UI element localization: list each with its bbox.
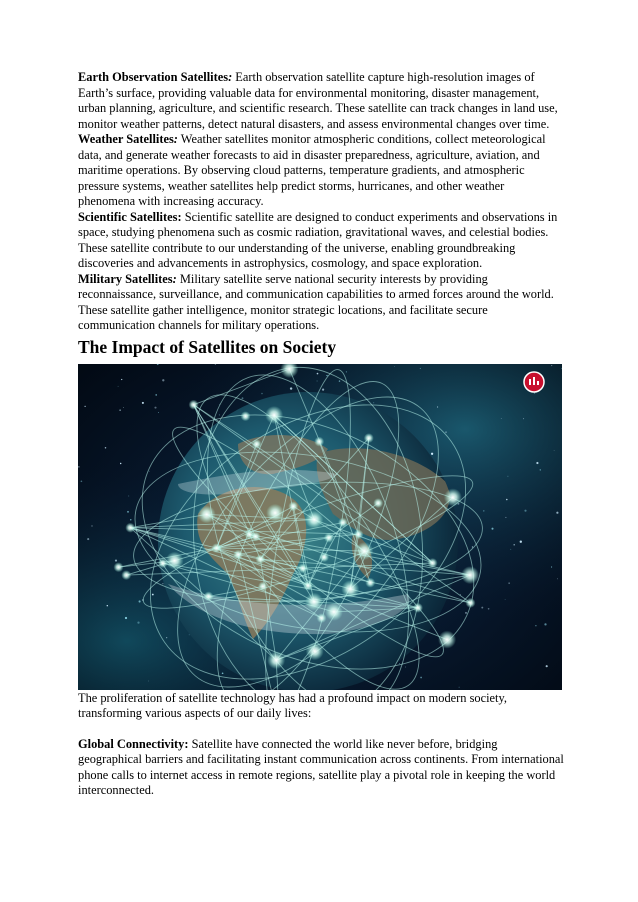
section-military — [78, 272, 564, 334]
section-title-text: Earth Observation Satellites — [78, 70, 229, 84]
network-node — [298, 563, 308, 573]
star — [513, 543, 515, 545]
network-node — [444, 488, 462, 506]
network-node — [252, 439, 262, 449]
star — [222, 672, 224, 674]
star — [261, 392, 263, 394]
star — [405, 666, 406, 667]
section-title — [78, 272, 177, 286]
star — [459, 686, 460, 687]
star — [520, 540, 522, 542]
section-colon: : — [228, 70, 233, 84]
star — [158, 411, 159, 412]
star — [91, 525, 92, 526]
network-node — [325, 602, 343, 620]
earth-network-image — [78, 364, 562, 690]
star — [506, 498, 508, 500]
star — [508, 582, 509, 583]
star — [399, 663, 400, 664]
star — [142, 401, 144, 403]
star — [127, 510, 129, 512]
star — [507, 475, 508, 476]
star — [561, 368, 562, 369]
star — [139, 600, 141, 602]
star — [437, 406, 438, 407]
star — [505, 516, 506, 517]
star — [166, 637, 167, 638]
section-colon: : — [173, 132, 178, 146]
section-title — [78, 210, 182, 224]
star — [137, 621, 139, 623]
star — [152, 593, 154, 595]
network-node — [324, 532, 334, 542]
star — [107, 604, 108, 605]
network-node — [251, 531, 261, 541]
star — [317, 380, 318, 381]
star — [87, 538, 89, 540]
section-title-text: Weather Satellites — [78, 132, 174, 146]
star — [465, 611, 467, 613]
section-title-text: Global Connectivity — [78, 736, 185, 751]
network-node — [319, 552, 329, 562]
paragraph-gap — [78, 722, 564, 737]
star — [420, 367, 421, 368]
star — [121, 378, 122, 379]
section-title — [78, 70, 232, 84]
star — [78, 466, 79, 467]
network-node — [413, 602, 423, 612]
network-node — [428, 558, 438, 568]
network-node — [288, 501, 298, 511]
network-node — [121, 570, 131, 580]
section-body: Scientific satellite are designed to conduct experiments and observations in space, studying phenomena such as cosmic radiation, gravitational waves, and celestial bodies. These satellite contribute to our understanding of the universe, enabling groundbreaking discoveries and advancements in astrophysics, cosmology, and space exploration. — [78, 209, 558, 270]
network-node — [305, 592, 323, 610]
star — [540, 469, 541, 470]
section-body: Military satellite serve national security interests by providing reconnaissance, surveillance, and communication capabilities to armed forces around the world. These satellite gather intelligence, monitor strategic locations, and facilitate secure communication channels for military operations. — [78, 271, 554, 332]
star — [505, 598, 506, 599]
network-node — [461, 566, 479, 584]
section-colon: : — [184, 736, 189, 751]
network-node — [438, 630, 456, 648]
network-node — [364, 433, 374, 443]
section-title — [78, 132, 178, 146]
section-colon: : — [172, 271, 177, 286]
star — [394, 366, 395, 367]
network-node — [314, 436, 324, 446]
star — [488, 607, 490, 609]
network-node — [355, 542, 373, 560]
star — [322, 388, 324, 390]
star — [155, 394, 157, 396]
star — [85, 405, 86, 406]
star — [523, 418, 524, 419]
network-node — [466, 597, 476, 607]
section-body: Weather satellites monitor atmospheric conditions, collect meteorological data, and generate weather forecasts to aid in disaster preparedness, agriculture, aviation, and maritime operations. By observing cloud patterns, temperature gradients, and atmospheric pressure systems, weather satellites help predict storms, hurricanes, and other weather phenomena with increasing accuracy. — [78, 132, 546, 208]
star — [148, 680, 149, 681]
star — [472, 546, 473, 547]
section-scientific — [78, 210, 564, 272]
star — [373, 402, 374, 403]
network-node — [258, 581, 268, 591]
star — [510, 548, 511, 549]
network-node — [338, 517, 348, 527]
section-weather — [78, 132, 564, 210]
star — [556, 511, 558, 513]
star — [491, 527, 493, 529]
star — [501, 418, 502, 419]
star — [118, 385, 119, 386]
star — [128, 495, 129, 496]
network-node — [341, 580, 359, 598]
star — [524, 509, 526, 511]
star — [125, 616, 127, 618]
network-node — [306, 642, 324, 660]
star — [130, 519, 131, 520]
earth-network-illustration — [78, 364, 562, 690]
star — [546, 665, 548, 667]
star — [481, 606, 483, 608]
star — [557, 578, 558, 579]
network-node — [305, 510, 323, 528]
star — [219, 414, 220, 415]
impact-intro: The proliferation of satellite technology has had a profound impact on modern society, transforming various aspects of our daily lives: — [78, 690, 507, 720]
section-earth-observation — [78, 70, 564, 132]
star — [119, 409, 120, 410]
section-heading: The Impact of Satellites on Society — [78, 336, 337, 357]
network-node — [317, 613, 327, 623]
star — [115, 559, 117, 561]
section-global-connectivity — [78, 737, 564, 799]
network-node — [114, 562, 124, 572]
section-title-text: Scientific Satellites — [78, 209, 178, 224]
star — [162, 379, 164, 381]
section-body: Earth observation satellite capture high-resolution images of Earth’s surface, providing valuable data for environmental monitoring, disaster management, urban planning, agriculture, and scientific research. These satellite can track changes in land use, monitor weather patterns, detect natural disasters, and assess environmental changes over time. — [78, 70, 558, 131]
star — [551, 566, 552, 567]
network-node — [125, 522, 135, 532]
star — [420, 676, 422, 678]
star — [544, 623, 546, 625]
star — [483, 510, 484, 511]
star — [346, 371, 347, 372]
section-body: Satellite have connected the world like never before, bridging geographical barriers and facilitating instant communication across continents. From international phone calls to internet access in remote regions, satellite play a pivotal role in keeping the world interconnected. — [78, 736, 564, 797]
star — [536, 461, 538, 463]
section-colon: : — [177, 209, 182, 224]
watermark-logo — [524, 372, 544, 392]
network-node — [365, 577, 375, 587]
star — [123, 407, 124, 408]
star — [535, 625, 536, 626]
star — [554, 449, 555, 450]
star — [431, 452, 433, 454]
star — [339, 380, 340, 381]
network-node — [255, 554, 265, 564]
star — [189, 634, 190, 635]
star — [154, 406, 156, 408]
section-title-text: Military Satellites — [78, 271, 173, 286]
network-node — [166, 551, 184, 569]
network-node — [267, 651, 285, 669]
star — [149, 470, 150, 471]
network-node — [265, 406, 283, 424]
star — [242, 397, 244, 399]
network-node — [241, 411, 251, 421]
network-node — [354, 529, 364, 539]
star — [120, 462, 121, 463]
network-node — [212, 543, 222, 553]
star — [551, 365, 552, 366]
star — [445, 431, 446, 432]
network-node — [266, 503, 284, 521]
network-node — [233, 549, 243, 559]
star — [162, 583, 163, 584]
network-node — [189, 399, 199, 409]
star — [81, 480, 83, 482]
section-title — [78, 737, 189, 751]
network-node — [198, 505, 216, 523]
network-node — [303, 580, 313, 590]
network-node — [373, 498, 383, 508]
network-node — [204, 591, 214, 601]
star — [317, 372, 319, 374]
star — [290, 387, 292, 389]
star — [105, 446, 107, 448]
document-page — [78, 70, 564, 799]
